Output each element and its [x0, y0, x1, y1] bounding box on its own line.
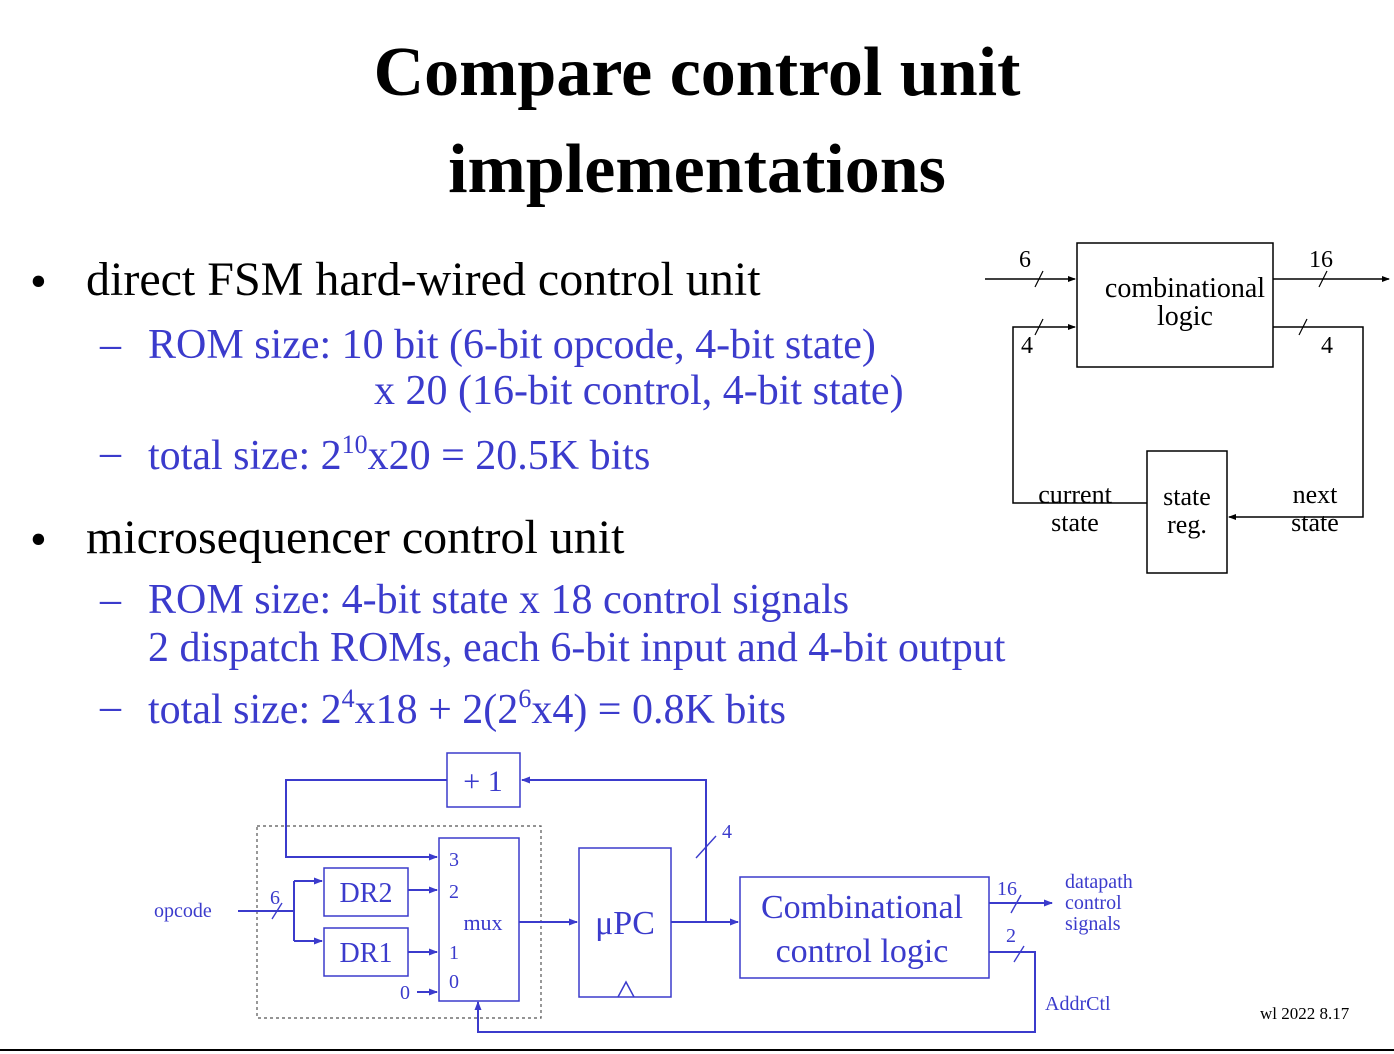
rom-size-micro-line2: 2 dispatch ROMs, each 6-bit input and 4-bit output: [148, 625, 1006, 671]
datapath-label-1: datapath: [1065, 871, 1133, 893]
feedback-width-label: 4: [722, 821, 732, 843]
rom-size-fsm-line1: ROM size: 10 bit (6-bit opcode, 4-bit state): [148, 322, 876, 368]
dr1-label: DR1: [339, 938, 393, 969]
state-reg-label-2: reg.: [1167, 510, 1207, 539]
output-width-label: 16: [1309, 247, 1333, 273]
bullet-2: •: [30, 513, 47, 566]
upc-label: μPC: [595, 905, 655, 942]
mux-label: mux: [463, 910, 503, 935]
datapath-label-3: signals: [1065, 913, 1121, 935]
total-size-micro: total size: $2^4x18 + 2(2^6x4) = 0.8K$ bits: [148, 684, 786, 733]
dash-1b: –: [100, 430, 121, 476]
dash-2b: –: [100, 684, 121, 730]
next-state-label-2: state: [1291, 508, 1339, 537]
combinational-logic-label-1: combinational: [1104, 273, 1266, 304]
section-1-heading: direct FSM hard-wired control unit: [86, 253, 761, 306]
state-reg-label-1: state: [1163, 482, 1211, 511]
dash-1a: –: [100, 322, 121, 368]
page-title-line1: Compare control unit: [373, 34, 1021, 111]
input-width-label: 6: [1019, 247, 1031, 273]
mux-input-0: 0: [449, 971, 459, 993]
current-state-label-1: current: [1038, 480, 1112, 509]
mux-input-2: 2: [449, 881, 459, 903]
bottom-divider: [0, 1049, 1394, 1051]
datapath-label-2: control: [1065, 892, 1122, 914]
microsequencer-diagram: [140, 740, 1180, 1045]
bullet-1: •: [30, 255, 47, 308]
ccl-label-2: control logic: [775, 933, 949, 970]
mux-input-3: 3: [449, 849, 459, 871]
addrctl-width-label: 2: [1006, 925, 1016, 947]
zero-input-label: 0: [400, 982, 410, 1004]
slide-footer: wl 2022 8.17: [1260, 1004, 1350, 1023]
page-title-line2: implementations: [448, 131, 946, 208]
current-state-loop: [1013, 327, 1147, 503]
fsm-diagram: [975, 235, 1394, 580]
opcode-width-label: 6: [270, 887, 280, 909]
total-size-fsm: total size: $2^{10}x20 = 20.5K$ bits: [148, 430, 651, 479]
combinational-logic-label-2: logic: [1157, 301, 1213, 332]
incrementer-label: + 1: [463, 765, 503, 798]
mux-input-1: 1: [449, 942, 459, 964]
ccl-label-1: Combinational: [760, 889, 964, 926]
current-state-label-2: state: [1051, 508, 1099, 537]
next-state-label-1: next: [1292, 480, 1338, 509]
addrctl-label: AddrCtl: [1045, 993, 1111, 1015]
rom-size-fsm-line2: x 20 (16-bit control, 4-bit state): [374, 368, 904, 414]
rom-size-micro-line1: ROM size: 4-bit state x 18 control signals: [148, 577, 850, 623]
dr2-label: DR2: [339, 878, 393, 909]
state-in-width-label: 4: [1021, 333, 1033, 359]
control-out-width-label: 16: [997, 878, 1017, 900]
section-2-heading: microsequencer control unit: [86, 511, 625, 564]
dash-2a: –: [100, 577, 121, 623]
state-out-width-label: 4: [1321, 333, 1333, 359]
opcode-label: opcode: [154, 900, 212, 922]
